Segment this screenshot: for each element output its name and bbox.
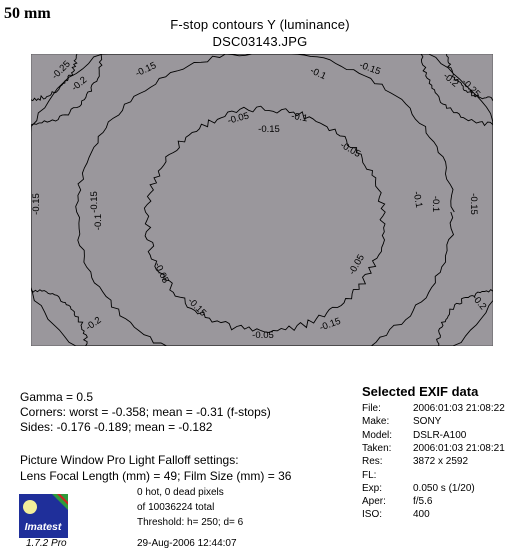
exif-key: ISO: bbox=[362, 509, 383, 521]
contour-label: -0.05 bbox=[338, 139, 363, 161]
contour-label: -0.15 bbox=[357, 59, 382, 78]
exif-row bbox=[362, 496, 432, 507]
exif-key: FL: bbox=[362, 469, 377, 481]
version-text: 1.7.2 Pro bbox=[26, 538, 67, 549]
contour-label: -0.15 bbox=[468, 193, 479, 215]
falloff-settings-title: Picture Window Pro Light Falloff settings: bbox=[20, 453, 239, 467]
exif-row bbox=[362, 509, 430, 520]
imatest-logo bbox=[19, 494, 68, 538]
exif-row bbox=[362, 443, 505, 454]
sides-text: Sides: -0.176 -0.189; mean = -0.182 bbox=[20, 420, 213, 434]
contour-label: -0.2 bbox=[469, 292, 489, 313]
exif-row bbox=[362, 403, 505, 414]
pixels-line-1: 0 hot, 0 dead pixels bbox=[137, 487, 224, 498]
contour-label: -0.1 bbox=[308, 65, 328, 83]
corners-text: Corners: worst = -0.358; mean = -0.31 (f-stops) bbox=[20, 405, 271, 419]
exif-row bbox=[362, 416, 441, 427]
exif-value: 0.050 s (1/20) bbox=[413, 482, 475, 494]
exif-key: Taken: bbox=[362, 442, 392, 454]
exif-value: 3872 x 2592 bbox=[413, 456, 469, 468]
contour-label: -0.05 bbox=[226, 110, 251, 127]
contour-label: -0.05 bbox=[346, 252, 368, 277]
falloff-settings: Lens Focal Length (mm) = 49; Film Size (mm) = 36 bbox=[20, 469, 292, 483]
exif-value: DSLR-A100 bbox=[413, 429, 467, 441]
exif-key: Make: bbox=[362, 416, 390, 428]
chart-title: F-stop contours Y (luminance) bbox=[170, 17, 350, 32]
exif-row bbox=[362, 456, 468, 467]
contour-label: -0.15 bbox=[318, 315, 343, 334]
contour-plot bbox=[31, 54, 493, 346]
pixels-line-3: Threshold: h= 250; d= 6 bbox=[137, 517, 244, 528]
exif-title: Selected EXIF data bbox=[362, 384, 479, 399]
chart-filename: DSC03143.JPG bbox=[212, 34, 308, 49]
exif-value: 2006:01:03 21:08:22 bbox=[413, 403, 505, 414]
exif-key: Aper: bbox=[362, 496, 386, 508]
contour-label: -0.1 bbox=[93, 213, 104, 231]
exif-key: Model: bbox=[362, 429, 393, 441]
gamma-text: Gamma = 0.5 bbox=[20, 390, 94, 404]
exif-value: SONY bbox=[413, 416, 442, 428]
contour-label: -0.15 bbox=[258, 124, 280, 135]
contour-label: -0.25 bbox=[459, 76, 483, 100]
contour-label: -0.2 bbox=[69, 74, 90, 94]
contour-label: -0.05 bbox=[151, 260, 171, 286]
contour-label: -0.2 bbox=[83, 314, 104, 334]
exif-key: Exp: bbox=[362, 482, 383, 494]
contour-label: -0.2 bbox=[440, 70, 461, 90]
logo-text: Imatest bbox=[24, 521, 62, 533]
contour-label: -0.15 bbox=[31, 193, 42, 215]
exif-key: File: bbox=[362, 403, 381, 414]
exif-row bbox=[362, 470, 413, 481]
exif-row bbox=[362, 483, 475, 494]
exif-value: 400 bbox=[413, 509, 430, 521]
exif-row bbox=[362, 430, 466, 441]
exif-value: f/5.6 bbox=[413, 496, 433, 508]
contour-label: -0.05 bbox=[252, 330, 274, 341]
exif-key: Res: bbox=[362, 456, 383, 468]
contour-label: -0.25 bbox=[49, 58, 73, 82]
contour-label: -0.1 bbox=[410, 190, 425, 209]
contour-label: -0.15 bbox=[133, 60, 159, 80]
timestamp: 29-Aug-2006 12:44:07 bbox=[137, 538, 237, 549]
contour-label: -0.1 bbox=[290, 110, 309, 125]
exif-value: 2006:01:03 21:08:21 bbox=[413, 442, 505, 454]
contour-label: -0.15 bbox=[185, 295, 209, 319]
contour-label: -0.1 bbox=[430, 195, 441, 213]
pixels-line-2: of 10036224 total bbox=[137, 502, 215, 513]
contour-label: -0.15 bbox=[89, 191, 100, 213]
focal-length-label: 50 mm bbox=[4, 5, 51, 22]
